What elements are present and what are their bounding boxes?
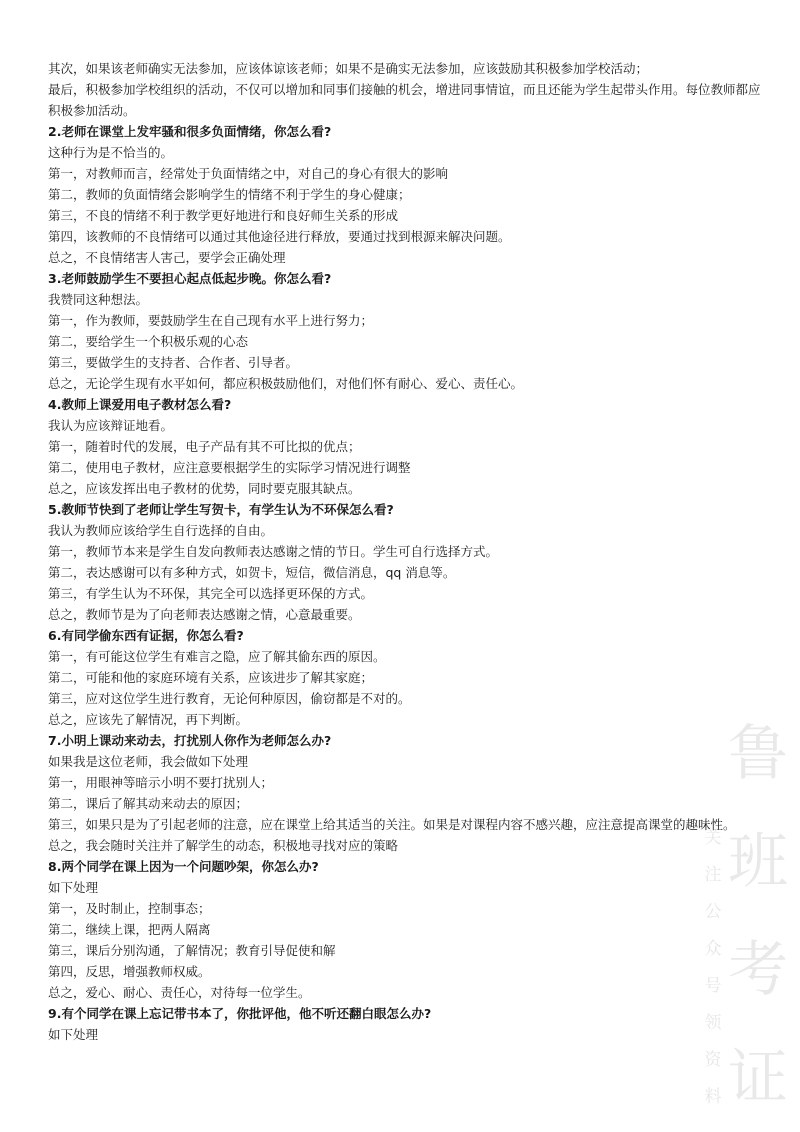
text-line: 我赞同这种想法。 xyxy=(48,292,149,307)
text-line: 第一，有可能这位学生有难言之隐，应了解其偷东西的原因。 xyxy=(48,649,386,664)
text-line: 我认为教师应该给学生自行选择的自由。 xyxy=(48,523,274,538)
watermark-char: 关 xyxy=(704,828,722,848)
question-heading: 7.小明上课动来动去，打扰别人你作为老师怎么办? xyxy=(48,733,332,748)
text-line: 第三，课后分别沟通，了解情况；教育引导促使和解 xyxy=(48,943,336,958)
question-heading: 3.老师鼓励学生不要担心起点低起步晚。你怎么看? xyxy=(48,271,332,286)
text-line: 如下处理 xyxy=(48,1027,99,1042)
text-line: 第一，作为教师，要鼓励学生在自己现有水平上进行努力； xyxy=(48,313,374,328)
text-line: 总之，应该发挥出电子教材的优势，同时要克服其缺点。 xyxy=(48,481,361,496)
text-line: 第三，应对这位学生进行教育，无论何种原因，偷窃都是不对的。 xyxy=(48,691,411,706)
text-line: 总之，爱心、耐心、责任心，对待每一位学生。 xyxy=(48,985,311,1000)
text-line: 第三，不良的情绪不利于教学更好地进行和良好师生关系的形成 xyxy=(48,208,399,223)
text-line: 总之，无论学生现有水平如何，都应积极鼓励他们，对他们怀有耐心、爱心、责任心。 xyxy=(48,376,524,391)
watermark-char: 鲁 xyxy=(728,719,788,789)
text-line: 第二，继续上课，把两人隔离 xyxy=(48,922,211,937)
text-line: 总之，教师节是为了向老师表达感谢之情，心意最重要。 xyxy=(48,607,361,622)
text-line: 这种行为是不恰当的。 xyxy=(48,145,174,160)
watermark-char: 资 xyxy=(704,1050,722,1070)
watermark-char: 考 xyxy=(728,935,788,1005)
text-line: 我认为应该辩证地看。 xyxy=(48,418,174,433)
text-line: 第三，如果只是为了引起老师的注意，应在课堂上给其适当的关注。如果是对课程内容不感兴趣，应注意提高课堂的趣味性。 xyxy=(48,817,736,832)
text-line: 最后，积极参加学校组织的活动，不仅可以增加和同事们接触的机会，增进同事情谊，而且还能为学生起带头作用。每位教师都应积极参加活动。 xyxy=(48,82,761,118)
question-heading: 8.两个同学在课上因为一个问题吵架，你怎么办? xyxy=(48,859,319,874)
text-line: 第四，该教师的不良情绪可以通过其他途径进行释放，要通过找到根源来解决问题。 xyxy=(48,229,511,244)
text-line: 第四，反思，增强教师权威。 xyxy=(48,964,211,979)
text-line: 其次，如果该老师确实无法参加，应该体谅该老师；如果不是确实无法参加，应该鼓励其积极参加学校活动； xyxy=(48,61,649,76)
text-line: 第三，要做学生的支持者、合作者、引导者。 xyxy=(48,355,299,370)
watermark-char: 注 xyxy=(704,865,722,885)
text-line: 如下处理 xyxy=(48,880,99,895)
watermark-char: 号 xyxy=(704,976,722,996)
watermark-char: 班 xyxy=(728,827,788,897)
text-line: 总之，不良情绪害人害己，要学会正确处理 xyxy=(48,250,286,265)
text-line: 第二，课后了解其动来动去的原因； xyxy=(48,796,249,811)
text-line: 第二，要给学生一个积极乐观的心态 xyxy=(48,334,249,349)
watermark-brand xyxy=(722,700,794,1132)
text-line: 第三，有学生认为不环保，其完全可以选择更环保的方式。 xyxy=(48,586,374,601)
text-line: 第一，教师节本来是学生自发向教师表达感谢之情的节日。学生可自行选择方式。 xyxy=(48,544,499,559)
watermark-char: 领 xyxy=(704,1013,722,1033)
text-line: 总之，我会随时关注并了解学生的动态，积极地寻找对应的策略 xyxy=(48,838,399,853)
watermark-char: 料 xyxy=(704,1087,722,1107)
text-line: 第一，及时制止，控制事态； xyxy=(48,901,211,916)
question-heading: 4.教师上课爱用电子教材怎么看? xyxy=(48,397,232,412)
watermark-follow-note xyxy=(702,820,724,1116)
question-heading: 9.有个同学在课上忘记带书本了，你批评他，他不听还翻白眼怎么办? xyxy=(48,1006,432,1021)
text-line: 第二，可能和他的家庭环境有关系，应该进步了解其家庭； xyxy=(48,670,374,685)
text-line: 第二，使用电子教材，应注意要根据学生的实际学习情况进行调整 xyxy=(48,460,411,475)
text-line: 如果我是这位老师，我会做如下处理 xyxy=(48,754,249,769)
text-line: 第二，表达感谢可以有多种方式，如贺卡，短信，微信消息，qq 消息等。 xyxy=(48,565,456,580)
text-line: 第一，对教师而言，经常处于负面情绪之中，对自己的身心有很大的影响 xyxy=(48,166,449,181)
watermark-char: 证 xyxy=(728,1043,788,1113)
question-heading: 2.老师在课堂上发牢骚和很多负面情绪，你怎么看? xyxy=(48,124,332,139)
text-line: 第二，教师的负面情绪会影响学生的情绪不利于学生的身心健康； xyxy=(48,187,411,202)
question-heading: 6.有同学偷东西有证据，你怎么看? xyxy=(48,628,244,643)
text-line: 第一，随着时代的发展，电子产品有其不可比拟的优点； xyxy=(48,439,361,454)
document-body xyxy=(48,58,764,1045)
text-line: 第一，用眼神等暗示小明不要打扰别人； xyxy=(48,775,274,790)
watermark-char: 公 xyxy=(704,902,722,922)
question-heading: 5.教师节快到了老师让学生写贺卡，有学生认为不环保怎么看? xyxy=(48,502,394,517)
watermark-char: 众 xyxy=(704,939,722,959)
text-line: 总之，应该先了解情况，再下判断。 xyxy=(48,712,249,727)
